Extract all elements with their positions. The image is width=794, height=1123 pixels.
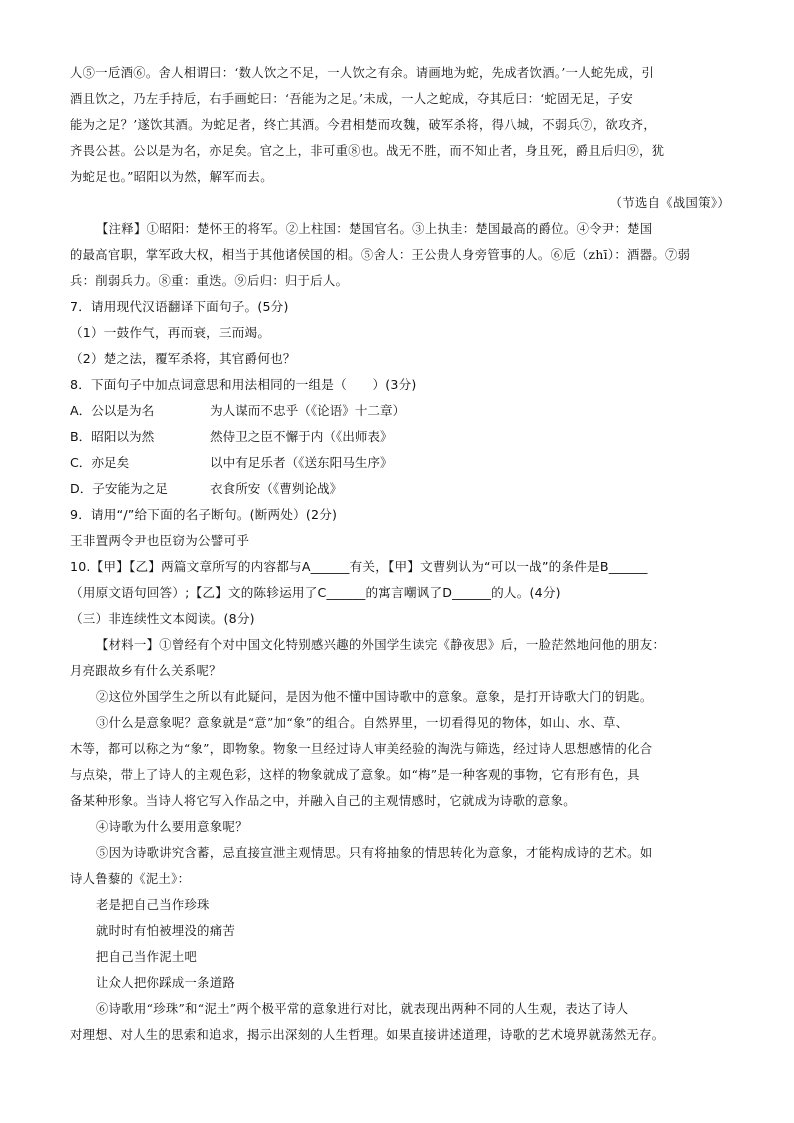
question-line: （用原文语句回答）;【乙】文的陈轸运用了C______的寓言嘲讽了D______的人。(4分) xyxy=(70,585,561,600)
poem-line: 把自己当作泥土吧 xyxy=(96,950,198,964)
question-stem: 9．请用“/”给下面的名子断句。(断两处）(2分) xyxy=(70,507,338,522)
paragraph-5: ⑤因为诗歌讲究含蓄，忌直接宣泄主观情思。只有将抽象的情思转化为意象，才能构成诗的艺术。如 xyxy=(96,846,653,860)
passage-line: 酒且饮之，乃左手持卮，右手画蛇曰：‘吾能为之足。’未成，一人之蛇成，夺其卮曰：‘蛇固无足，子安 xyxy=(70,92,634,106)
paragraph-1-cont: 月亮跟故乡有什么关系呢？ xyxy=(70,664,222,678)
passage-source: （节选自《战国策》） xyxy=(609,196,730,210)
passage-line: 齐畏公甚。公以是为名，亦足矣。官之上，非可重⑧也。战无不胜，而不知止者，身且死，爵且后归⑨，犹 xyxy=(70,144,665,158)
classical-passage xyxy=(70,60,730,216)
exam-page xyxy=(70,60,730,1048)
paragraph-6-cont: 对理想、对人生的思索和追求，揭示出深刻的人生哲理。如果直接讲述道理，诗歌的艺术境界就荡然无存。 xyxy=(70,1028,665,1042)
question-line: 10.【甲】【乙】两篇文章所写的内容都与A______有关，【甲】文曹刿认为“可以一战”的条件是B______ xyxy=(70,559,648,574)
paragraph-5-cont: 诗人鲁藜的《泥土》： xyxy=(70,872,191,886)
section-heading: （三）非连续性文本阅读。(8分) xyxy=(70,611,255,626)
material-one xyxy=(70,632,730,1048)
note-line: 的最高官职，掌军政大权，相当于其他诸侯国的相。⑤舍人：王公贵人身旁管事的人。⑥卮（zhī）：酒器。⑦弱 xyxy=(70,248,691,262)
question-10 xyxy=(70,554,730,606)
poem xyxy=(70,892,730,996)
annotations xyxy=(70,216,730,294)
passage-line: 为蛇足也。”昭阳以为然，解军而去。 xyxy=(70,170,273,184)
poem-line: 老是把自己当作珍珠 xyxy=(96,898,210,912)
option-left: B．昭阳以为然 xyxy=(70,429,155,444)
question-8 xyxy=(70,372,730,502)
question-9 xyxy=(70,502,730,554)
question-stem: 8．下面句子中加点词意思和用法相同的一组是（ ）(3分) xyxy=(70,377,417,392)
option-c xyxy=(70,450,730,476)
note-line: 【注释】①昭阳：楚怀王的将军。②上柱国：楚国官名。③上执圭：楚国最高的爵位。④令尹：楚国 xyxy=(96,222,653,236)
option-left: D．子安能为之足 xyxy=(70,481,168,496)
paragraph-1: 【材料一】①曾经有个对中国文化特别感兴趣的外国学生读完《静夜思》后，一脸茫然地问他的朋友： xyxy=(96,638,666,652)
paragraph-6: ⑥诗歌用“珍珠”和“泥土”两个极平常的意象进行对比，就表现出两种不同的人生观，表达了诗人 xyxy=(96,1002,629,1016)
option-left: C．亦足矣 xyxy=(70,455,130,470)
poem-line: 让众人把你踩成一条道路 xyxy=(96,976,236,990)
option-right: 以中有足乐者（《送东阳马生序》 xyxy=(210,455,393,470)
sentence-to-punctuate: 王非置两令尹也臣窃为公譬可乎 xyxy=(70,533,250,548)
sentence-1: （1）一鼓作气，再而衰，三而竭。 xyxy=(70,325,271,340)
option-b xyxy=(70,424,730,450)
paragraph-4: ④诗歌为什么要用意象呢？ xyxy=(96,820,248,834)
note-line: 兵：削弱兵力。⑧重：重迭。⑨后归：归于后人。 xyxy=(70,274,349,288)
passage-line: 能为之足？’遂饮其酒。为蛇足者，终亡其酒。今君相楚而攻魏，破军杀将，得八城，不弱兵⑦，欲攻齐， xyxy=(70,118,657,132)
option-right: 衣食所安（《曹刿论战》 xyxy=(210,481,343,496)
paragraph-3: ③什么是意象呢？意象就是“意”加“象”的组合。自然界里，一切看得见的物体，如山、水、草、 xyxy=(96,716,629,730)
question-stem: 7．请用现代汉语翻译下面句子。(5分) xyxy=(70,299,289,314)
option-d xyxy=(70,476,730,502)
paragraph-3-cont: 木等，都可以称之为“象”，即物象。物象一旦经过诗人审美经验的淘洗与筛选，经过诗人思想感情的化合 xyxy=(70,742,653,756)
option-right: 然侍卫之臣不懈于内（《出师表》 xyxy=(210,429,393,444)
paragraph-3-cont: 备某种形象。当诗人将它写入作品之中，并融入自己的主观情感时，它就成为诗歌的意象。 xyxy=(70,794,576,808)
question-7 xyxy=(70,294,730,372)
poem-line: 就时时有怕被埋没的痛苦 xyxy=(96,924,236,938)
passage-line: 人⑤一卮酒⑥。舍人相谓曰：‘数人饮之不足，一人饮之有余。请画地为蛇，先成者饮酒。’一人蛇先成，引 xyxy=(70,66,655,80)
option-right: 为人谋而不忠乎（《论语》十二章） xyxy=(210,403,406,418)
paragraph-3-cont: 与点染，带上了诗人的主观色彩，这样的物象就成了意象。如“梅”是一种客观的事物，它有形有色，具 xyxy=(70,768,640,782)
paragraph-2: ②这位外国学生之所以有此疑问，是因为他不懂中国诗歌中的意象。意象，是打开诗歌大门的钥匙。 xyxy=(96,690,653,704)
option-a xyxy=(70,398,730,424)
sentence-2: （2）楚之法，覆军杀将，其官爵何也？ xyxy=(70,351,296,366)
option-left: A．公以是为名 xyxy=(70,403,155,418)
